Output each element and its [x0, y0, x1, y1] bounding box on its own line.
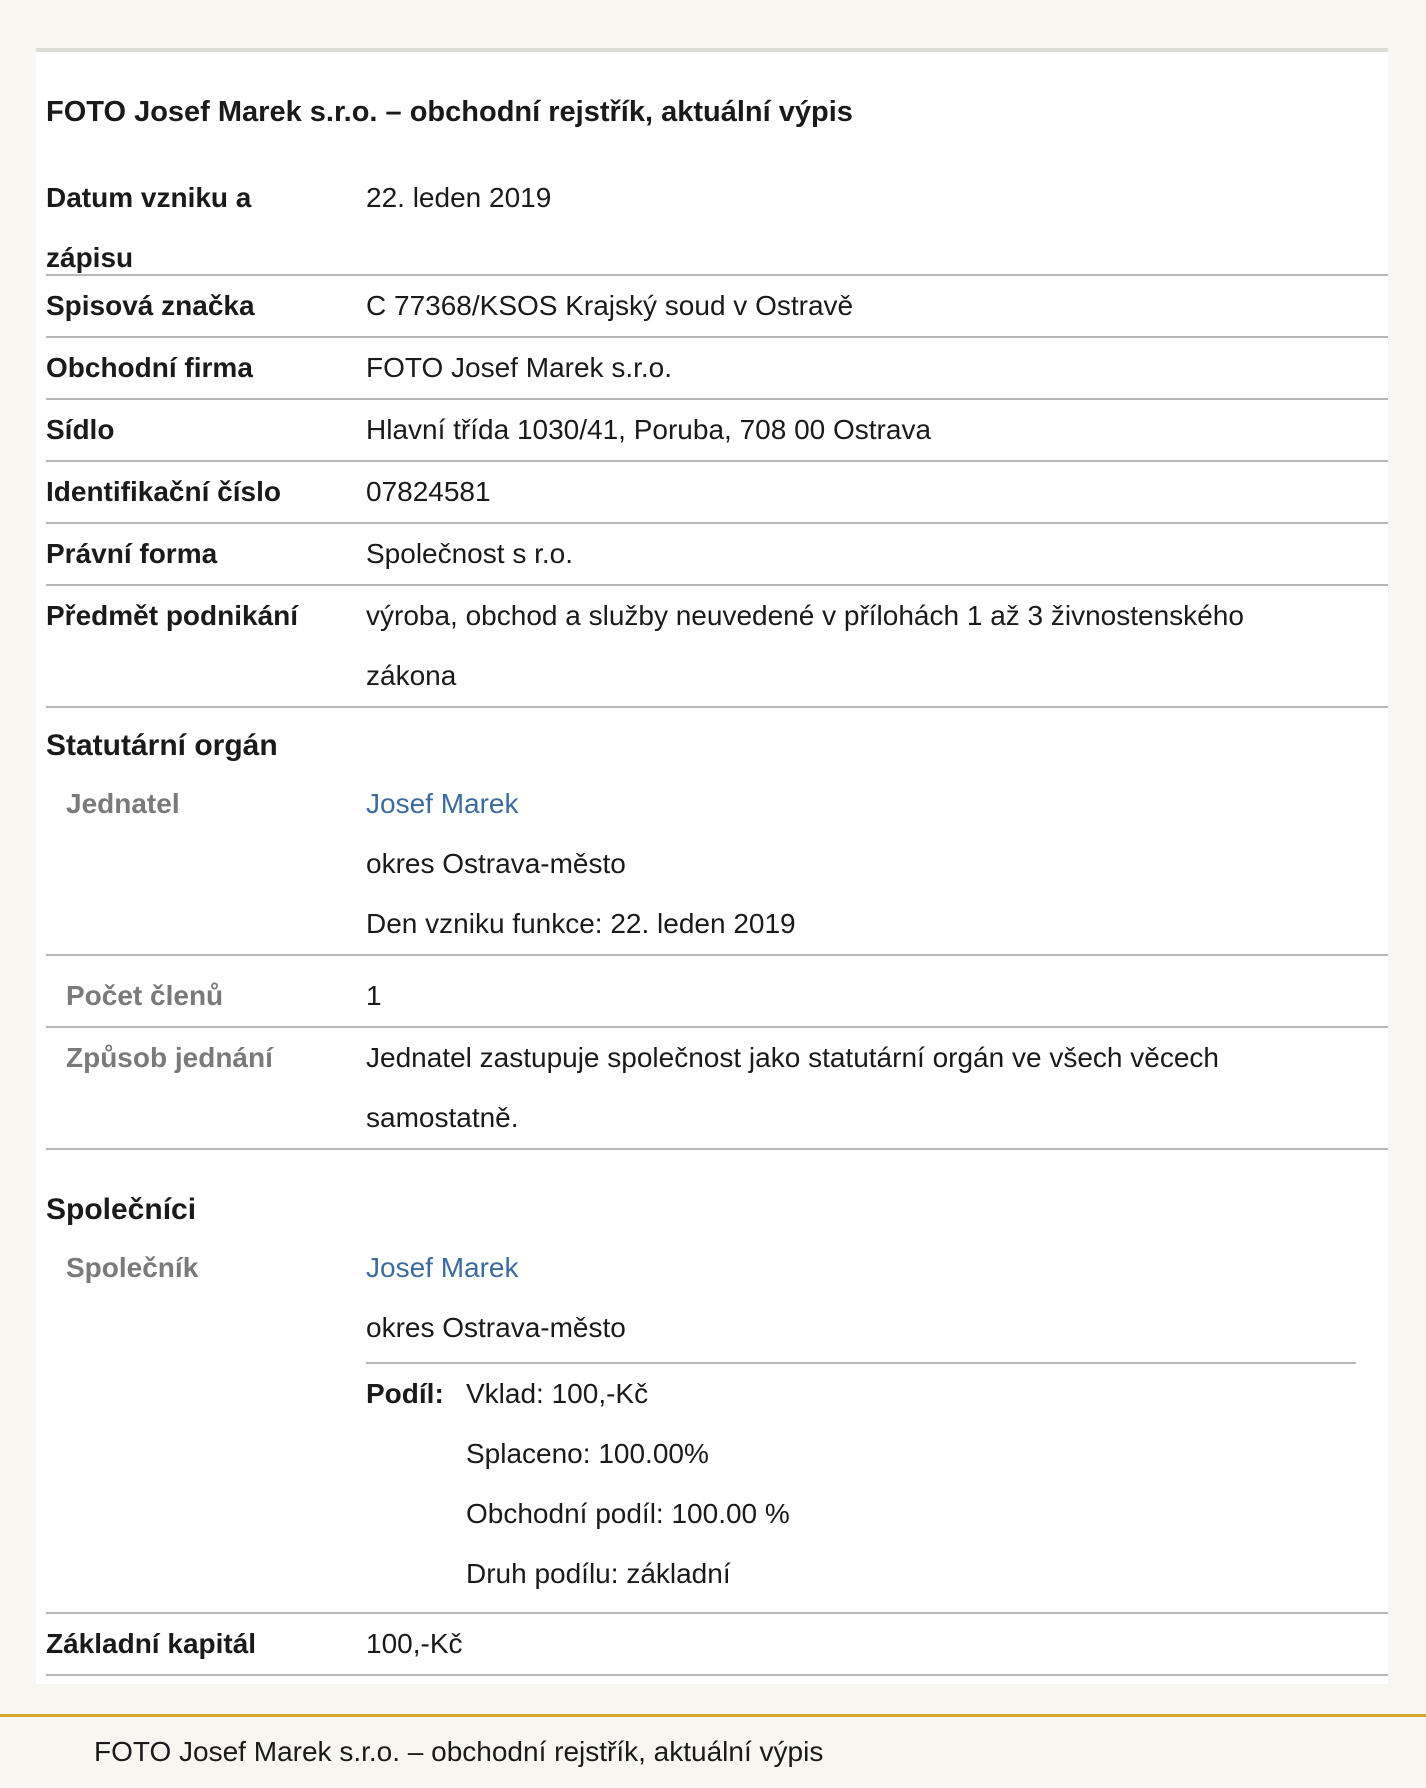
- podil-obchodni: Obchodní podíl: 100.00 %: [466, 1498, 790, 1529]
- spolecnik-name-link[interactable]: Josef Marek: [366, 1252, 519, 1283]
- jednatel-funkce: Den vzniku funkce: 22. leden 2019: [366, 908, 796, 939]
- row-label: Jednatel: [66, 788, 180, 819]
- row-ico: [46, 462, 1388, 524]
- row-value: FOTO Josef Marek s.r.o.: [366, 352, 673, 383]
- row-value: [366, 774, 1366, 954]
- value-line: zákona: [366, 660, 457, 691]
- jednatel-name-link[interactable]: Josef Marek: [366, 788, 519, 819]
- row-pocet-clenu: [46, 966, 1388, 1028]
- section-spolecnici: Společníci: [46, 1193, 197, 1226]
- row-spolecnik: [46, 1238, 1388, 1614]
- row-label: Obchodní firma: [46, 352, 253, 383]
- podil-splaceno: Splaceno: 100.00%: [466, 1438, 709, 1469]
- row-label: Právní forma: [46, 538, 218, 569]
- row-label: Sídlo: [46, 414, 115, 445]
- row-sidlo: [46, 400, 1388, 462]
- row-value: 1: [366, 980, 382, 1011]
- row-label: [46, 168, 346, 288]
- row-pravni-forma: [46, 524, 1388, 586]
- row-label: Počet členů: [66, 980, 224, 1011]
- extract-card: [36, 52, 1388, 1684]
- row-datum: [46, 168, 1388, 276]
- label-line: zápisu: [46, 242, 134, 273]
- row-value: [366, 1238, 1366, 1358]
- row-jednatel: [46, 774, 1388, 956]
- row-label: Základní kapitál: [46, 1628, 257, 1659]
- row-value: [366, 1028, 1366, 1148]
- section-statutarni-organ: Statutární orgán: [46, 729, 278, 762]
- label-line: Datum vzniku a: [46, 182, 252, 213]
- row-value: 07824581: [366, 476, 491, 507]
- value-line: Jednatel zastupuje společnost jako statutární orgán ve všech věcech: [366, 1042, 1219, 1073]
- row-value: Hlavní třída 1030/41, Poruba, 708 00 Ostrava: [366, 414, 932, 445]
- podil-druh: Druh podílu: základní: [466, 1558, 731, 1589]
- value-line: samostatně.: [366, 1102, 519, 1133]
- row-predmet-podnikani: [46, 586, 1388, 708]
- row-label: Způsob jednání: [66, 1042, 273, 1073]
- row-label: Předmět podnikání: [46, 600, 299, 631]
- row-value: 100,-Kč: [366, 1628, 463, 1659]
- value-line: výroba, obchod a služby neuvedené v přílohách 1 až 3 živnostenského: [366, 600, 1244, 631]
- jednatel-okres: okres Ostrava-město: [366, 848, 626, 879]
- podil-values: [466, 1364, 790, 1604]
- row-spisova-znacka: [46, 276, 1388, 338]
- row-zpusob-jednani: [46, 1028, 1388, 1150]
- spolecnik-okres: okres Ostrava-město: [366, 1312, 626, 1343]
- podil-label: Podíl:: [366, 1378, 444, 1409]
- row-value: [366, 586, 1366, 706]
- page-title: FOTO Josef Marek s.r.o. – obchodní rejstřík, aktuální výpis: [46, 96, 853, 128]
- row-zakladni-kapital: [46, 1614, 1388, 1676]
- row-label: Identifikační číslo: [46, 476, 281, 507]
- row-value: Společnost s r.o.: [366, 538, 574, 569]
- row-obchodni-firma: [46, 338, 1388, 400]
- row-value: C 77368/KSOS Krajský soud v Ostravě: [366, 290, 854, 321]
- podil-vklad: Vklad: 100,-Kč: [466, 1378, 649, 1409]
- row-value: 22. leden 2019: [366, 182, 552, 213]
- footer-title: FOTO Josef Marek s.r.o. – obchodní rejstřík, aktuální výpis: [94, 1736, 824, 1767]
- row-label: Společník: [66, 1252, 199, 1283]
- row-label: Spisová značka: [46, 290, 255, 321]
- footer-divider: [0, 1714, 1426, 1717]
